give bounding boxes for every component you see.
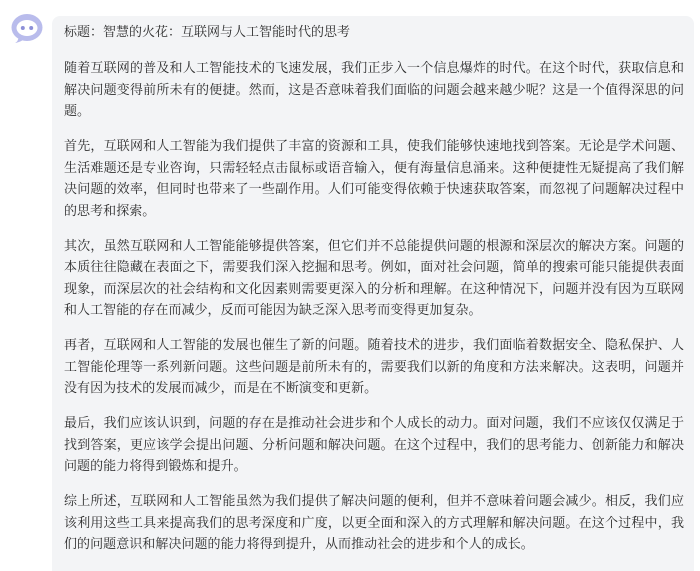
message-title: 标题：智慧的火花：互联网与人工智能时代的思考 — [64, 25, 351, 40]
message-paragraph: 随着互联网的普及和人工智能技术的飞速发展，我们正步入一个信息爆炸的时代。在这个时代，获取信息和解决问题变得前所未有的便捷。然而，这是否意味着我们面临的问题会越来越少呢？这是一个值得深思的问题。 — [64, 61, 684, 119]
message-bubble — [52, 16, 694, 571]
message-paragraph: 综上所述，互联网和人工智能虽然为我们提供了解决问题的便利，但并不意味着问题会减少。相反，我们应该利用这些工具来提高我们的思考深度和广度，以更全面和深入的方式理解和解决问题。在这个过程中，我们的问题意识和解决问题的能力将得到提升，从而推动社会的进步和个人的成长。 — [64, 494, 684, 552]
message-paragraph: 最后，我们应该认识到，问题的存在是推动社会进步和个人成长的动力。面对问题，我们不应该仅仅满足于找到答案，更应该学会提出问题、分析问题和解决问题。在这个过程中，我们的思考能力、创新能力和解决问题的能力将得到锻炼和提升。 — [64, 416, 684, 474]
robot-face-icon — [9, 9, 45, 45]
assistant-avatar — [9, 9, 45, 45]
message-paragraph: 首先，互联网和人工智能为我们提供了丰富的资源和工具，使我们能够快速地找到答案。无论是学术问题、生活难题还是专业咨询，只需轻轻点击鼠标或语音输入，便有海量信息涌来。这种便捷性无疑提高了我们解决问题的效率，但同时也带来了一些副作用。人们可能变得依赖于快速获取答案，而忽视了问题解决过程中的思考和探索。 — [64, 139, 684, 219]
message-paragraph: 再者，互联网和人工智能的发展也催生了新的问题。随着技术的进步，我们面临着数据安全、隐私保护、人工智能伦理等一系列新问题。这些问题是前所未有的，需要我们以新的角度和方法来解决。这表明，问题并没有因为技术的发展而减少，而是在不断演变和更新。 — [64, 338, 684, 396]
message-paragraph: 其次，虽然互联网和人工智能能够提供答案，但它们并不总能提供问题的根源和深层次的解决方案。问题的本质往往隐藏在表面之下，需要我们深入挖掘和思考。例如，面对社会问题，简单的搜索可能只能提供表面现象，而深层次的社会结构和文化因素则需要更深入的分析和理解。在这种情况下，问题并没有因为互联网和人工智能的存在而减少，反而可能因为缺乏深入思考而变得更加复杂。 — [64, 238, 684, 318]
